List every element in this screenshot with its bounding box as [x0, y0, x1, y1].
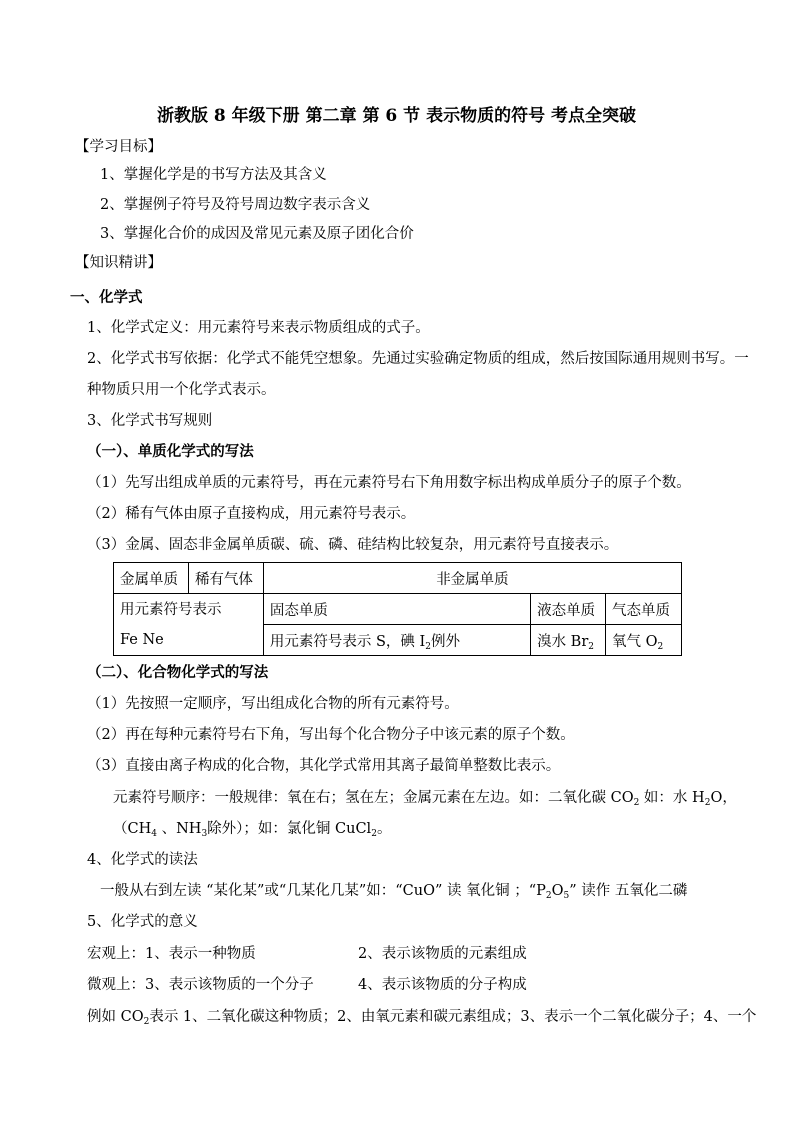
paragraph-meaning-heading: 5、化学式的意义	[87, 914, 198, 930]
table-cell-liquid-example: 溴水 $Br_2$	[531, 625, 606, 656]
element-classification-table	[113, 562, 682, 656]
section-heading-chemical-formula: 一、化学式	[70, 289, 143, 306]
table-cell-gas: 气态单质	[606, 594, 682, 625]
element-order-line2: （$CH_4$ 、$NH_3$除外）；如：氯化铜 CuCl$_2$。	[113, 821, 392, 839]
learning-goals-heading: 【学习目标】	[75, 139, 162, 155]
micro-meaning-3: 微观上：3、表示该物质的一个分子	[87, 977, 314, 993]
paragraph-reading-rule: 一般从右到左读 “某化某”或“几某化几某”如：“CuO” 读 氧化铜 ；“$P_2O_5$” 读作 五氧化二磷	[100, 883, 688, 901]
macro-meaning-2: 2、表示该物质的元素组成	[358, 946, 527, 962]
paragraph-rules-heading: 3、化学式书写规则	[87, 413, 213, 429]
table-cell-examples: Fe Ne	[120, 631, 164, 648]
subsection-heading-elements: （一）、单质化学式的写法	[87, 443, 254, 460]
element-rule-2: （2）稀有气体由原子直接构成，用元素符号表示。	[87, 506, 416, 522]
paragraph-basis-line1: 2、化学式书写依据：化学式不能凭空想象。先通过实验确定物质的组成，然后按国际通用规则书写。一	[87, 351, 749, 367]
table-cell-symbol-rule: 用元素符号表示	[120, 601, 222, 618]
element-rule-1: （1）先写出组成单质的元素符号，再在元素符号右下角用数字标出构成单质分子的原子个数。	[87, 475, 691, 491]
compound-rule-1: （1）先按照一定顺序，写出组成化合物的所有元素符号。	[87, 696, 459, 712]
table-header-noble-gas: 稀有气体	[188, 563, 263, 594]
table-cell-liquid: 液态单质	[531, 594, 606, 625]
knowledge-heading: 【知识精讲】	[75, 255, 162, 271]
table-row	[114, 594, 682, 625]
micro-meaning-4: 4、表示该物质的分子构成	[358, 977, 527, 993]
learning-goal-1: 1、掌握化学是的书写方法及其含义	[100, 167, 327, 183]
learning-goal-2: 2、掌握例子符号及符号周边数字表示含义	[100, 197, 371, 213]
table-cell-gas-example: 氧气 $O_2$	[606, 625, 682, 656]
table-header-metal: 金属单质	[114, 563, 189, 594]
table-cell-solid: 固态单质	[263, 594, 530, 625]
learning-goal-3: 3、掌握化合价的成因及常见元素及原子团化合价	[100, 226, 414, 242]
macro-meaning-1: 宏观上：1、表示一种物质	[87, 946, 256, 962]
compound-rule-3: （3）直接由离子构成的化合物，其化学式常用其离子最简单整数比表示。	[87, 758, 561, 774]
paragraph-reading-heading: 4、化学式的读法	[87, 852, 198, 868]
element-order-line1: 元素符号顺序：一般规律：氧在右；氢在左；金属元素在左边。如：二氧化碳 $CO_2$ 如：水 $H_2O$，	[113, 790, 737, 808]
table-header-nonmetal: 非金属单质	[263, 563, 681, 594]
table-cell-metal-noble	[114, 594, 264, 656]
paragraph-definition: 1、化学式定义：用元素符号来表示物质组成的式子。	[87, 320, 430, 336]
example-co2-meaning: 例如 $CO_2$表示 1、二氧化碳这种物质；2、由氧元素和碳元素组成；3、表示一个二氧化碳分子；4、一个	[87, 1009, 757, 1027]
table-cell-solid-example: 用元素符号表示 S，碘 $I_2$例外	[263, 625, 530, 656]
page-title: 浙教版 8 年级下册 第二章 第 6 节 表示物质的符号 考点全突破	[156, 106, 636, 126]
paragraph-basis-line2: 种物质只用一个化学式表示。	[87, 382, 276, 398]
table-row	[114, 563, 682, 594]
element-rule-3: （3）金属、固态非金属单质碳、硫、磷、硅结构比较复杂，用元素符号直接表示。	[87, 537, 619, 553]
subsection-heading-compounds: （二）、化合物化学式的写法	[87, 664, 269, 681]
compound-rule-2: （2）再在每种元素符号右下角，写出每个化合物分子中该元素的原子个数。	[87, 727, 575, 743]
